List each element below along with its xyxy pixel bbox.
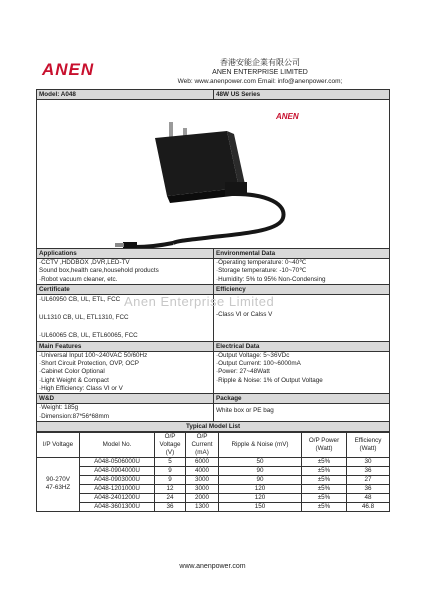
electrical-title: Electrical Data [214, 342, 389, 352]
product-photo-area [37, 100, 389, 249]
ripple-noise: 120 [219, 484, 302, 493]
model-no: A048-0903000U [80, 475, 155, 484]
main-features-section [37, 342, 213, 393]
table-row [37, 493, 389, 502]
model-label: Model: A048 [37, 90, 213, 100]
op-voltage: 9 [155, 475, 186, 484]
environmental-item: ·Operating temperature: 0~40℃ [216, 259, 307, 266]
header-ip-voltage: I/P Voltage [37, 432, 80, 457]
op-power: ±5% [302, 475, 347, 484]
op-voltage: 24 [155, 493, 186, 502]
electrical-section [213, 342, 389, 393]
series-label: 48W US Series [213, 90, 389, 100]
product-brand: ANEN [276, 112, 299, 121]
op-power: ±5% [302, 457, 347, 466]
wd-title: W&D [37, 394, 213, 404]
model-list-title: Typical Model List [37, 422, 389, 432]
efficiency-value: -Class VI or Calss V [216, 310, 273, 318]
feature-item: ·Short Circuit Protection, OVP, OCP [39, 360, 139, 368]
efficiency: 30 [347, 457, 390, 466]
applications-item: ·CCTV ,HDDBOX ,DVR,LED-TV [39, 259, 130, 266]
wd-item: ·Dimension:87*56*68mm [39, 412, 109, 420]
wd-section [37, 394, 213, 421]
table-row [37, 466, 389, 475]
model-no: A048-2401200U [80, 493, 155, 502]
efficiency: 27 [347, 475, 390, 484]
model-no: A048-3601300U [80, 502, 155, 511]
certificate-item: ·UL60950 CB, UL, ETL, FCC [39, 295, 121, 303]
header-efficiency: Efficiency (Watt) [347, 432, 390, 457]
feature-item: ·Universal Input 100~240VAC 50/60Hz [39, 351, 148, 359]
table-row [37, 502, 389, 511]
certificate-item: UL1310 CB, UL, ETL1310, FCC [39, 313, 129, 321]
footer-url: www.anenpower.com [179, 563, 246, 570]
wd-package-row [37, 394, 389, 422]
applications-item: ·Robot vacuum cleaner, etc. [39, 275, 118, 283]
efficiency: 48 [347, 493, 390, 502]
input-voltage-range: 90-270V [46, 476, 70, 484]
wd-item: ·Weight: 185g [39, 404, 79, 412]
op-voltage: 5 [155, 457, 186, 466]
applications-environmental-row [37, 249, 389, 285]
op-voltage: 9 [155, 466, 186, 475]
header-model-no: Model No. [80, 432, 155, 457]
certificate-item: ·UL60065 CB, UL, ETL60065, FCC [39, 331, 138, 339]
environmental-item: ·Humidity: 5% to 95% Non-Condensing [216, 275, 326, 283]
op-power: ±5% [302, 484, 347, 493]
op-power: ±5% [302, 493, 347, 502]
ripple-noise: 90 [219, 475, 302, 484]
header-op-current: O/P Current (mA) [186, 432, 219, 457]
applications-section [37, 249, 213, 284]
table-row [37, 475, 389, 484]
op-voltage: 36 [155, 502, 186, 511]
electrical-item: ·Output Current: 100~6000mA [216, 360, 301, 368]
electrical-item: ·Power: 27~48Watt [216, 368, 270, 376]
model-row [37, 90, 389, 100]
efficiency: 46.8 [347, 502, 390, 511]
op-power: ±5% [302, 466, 347, 475]
efficiency: 36 [347, 484, 390, 493]
environmental-title: Environmental Data [214, 249, 389, 259]
ripple-noise: 90 [219, 466, 302, 475]
input-frequency-range: 47-63HZ [45, 484, 71, 492]
op-current: 4000 [186, 466, 219, 475]
electrical-item: ·Output Voltage: 5~36VDc [216, 351, 290, 359]
applications-item: Sound box,health care,household products [39, 267, 159, 275]
model-table [37, 432, 389, 511]
op-current: 3000 [186, 484, 219, 493]
company-contact: Web: www.anenpower.com Email: info@anenpower.com; [177, 78, 343, 85]
features-electrical-row [37, 342, 389, 394]
ripple-noise: 150 [219, 502, 302, 511]
ripple-noise: 50 [219, 457, 302, 466]
package-section [213, 394, 389, 421]
model-no: A048-1201000U [80, 484, 155, 493]
op-current: 3000 [186, 475, 219, 484]
company-name-chinese: 香港安能企業有限公司 [220, 58, 300, 67]
table-header-row [37, 432, 389, 457]
efficiency-title: Efficiency [214, 285, 389, 295]
electrical-item: ·Ripple & Noise: 1% of Output Voltage [216, 376, 323, 384]
anen-logo: ANEN [42, 60, 95, 79]
op-current: 1300 [186, 502, 219, 511]
op-power: ±5% [302, 502, 347, 511]
watermark-text: Anen Enterprise Limited [124, 294, 275, 309]
input-voltage-cell [37, 457, 80, 511]
model-no: A048-0904000U [80, 466, 155, 475]
power-adapter-image [37, 100, 389, 248]
op-current: 6000 [186, 457, 219, 466]
header-op-power: O/P Power (Watt) [302, 432, 347, 457]
feature-item: ·Cabinet Color Optional [39, 368, 105, 376]
applications-title: Applications [37, 249, 213, 259]
company-header [150, 58, 370, 86]
environmental-item: ·Storage temperature: -10~70℃ [216, 267, 307, 275]
ripple-noise: 120 [219, 493, 302, 502]
feature-item: ·Light Weight & Compact [39, 376, 109, 384]
environmental-section [213, 249, 389, 284]
model-no: A048-0506000U [80, 457, 155, 466]
certificate-title: Certificate [37, 285, 213, 295]
table-row [37, 484, 389, 493]
op-voltage: 12 [155, 484, 186, 493]
table-row [37, 457, 389, 466]
header-op-voltage: O/P Voltage (V) [155, 432, 186, 457]
package-value: White box or PE bag [216, 407, 274, 415]
header-ripple-noise: Ripple & Noise (mV) [219, 432, 302, 457]
package-title: Package [214, 394, 389, 404]
main-features-title: Main Features [37, 342, 213, 352]
company-name-english: ANEN ENTERPRISE LIMITED [212, 69, 308, 76]
op-current: 2000 [186, 493, 219, 502]
efficiency: 36 [347, 466, 390, 475]
feature-item: ·High Efficiency: Class VI or V [39, 385, 123, 393]
